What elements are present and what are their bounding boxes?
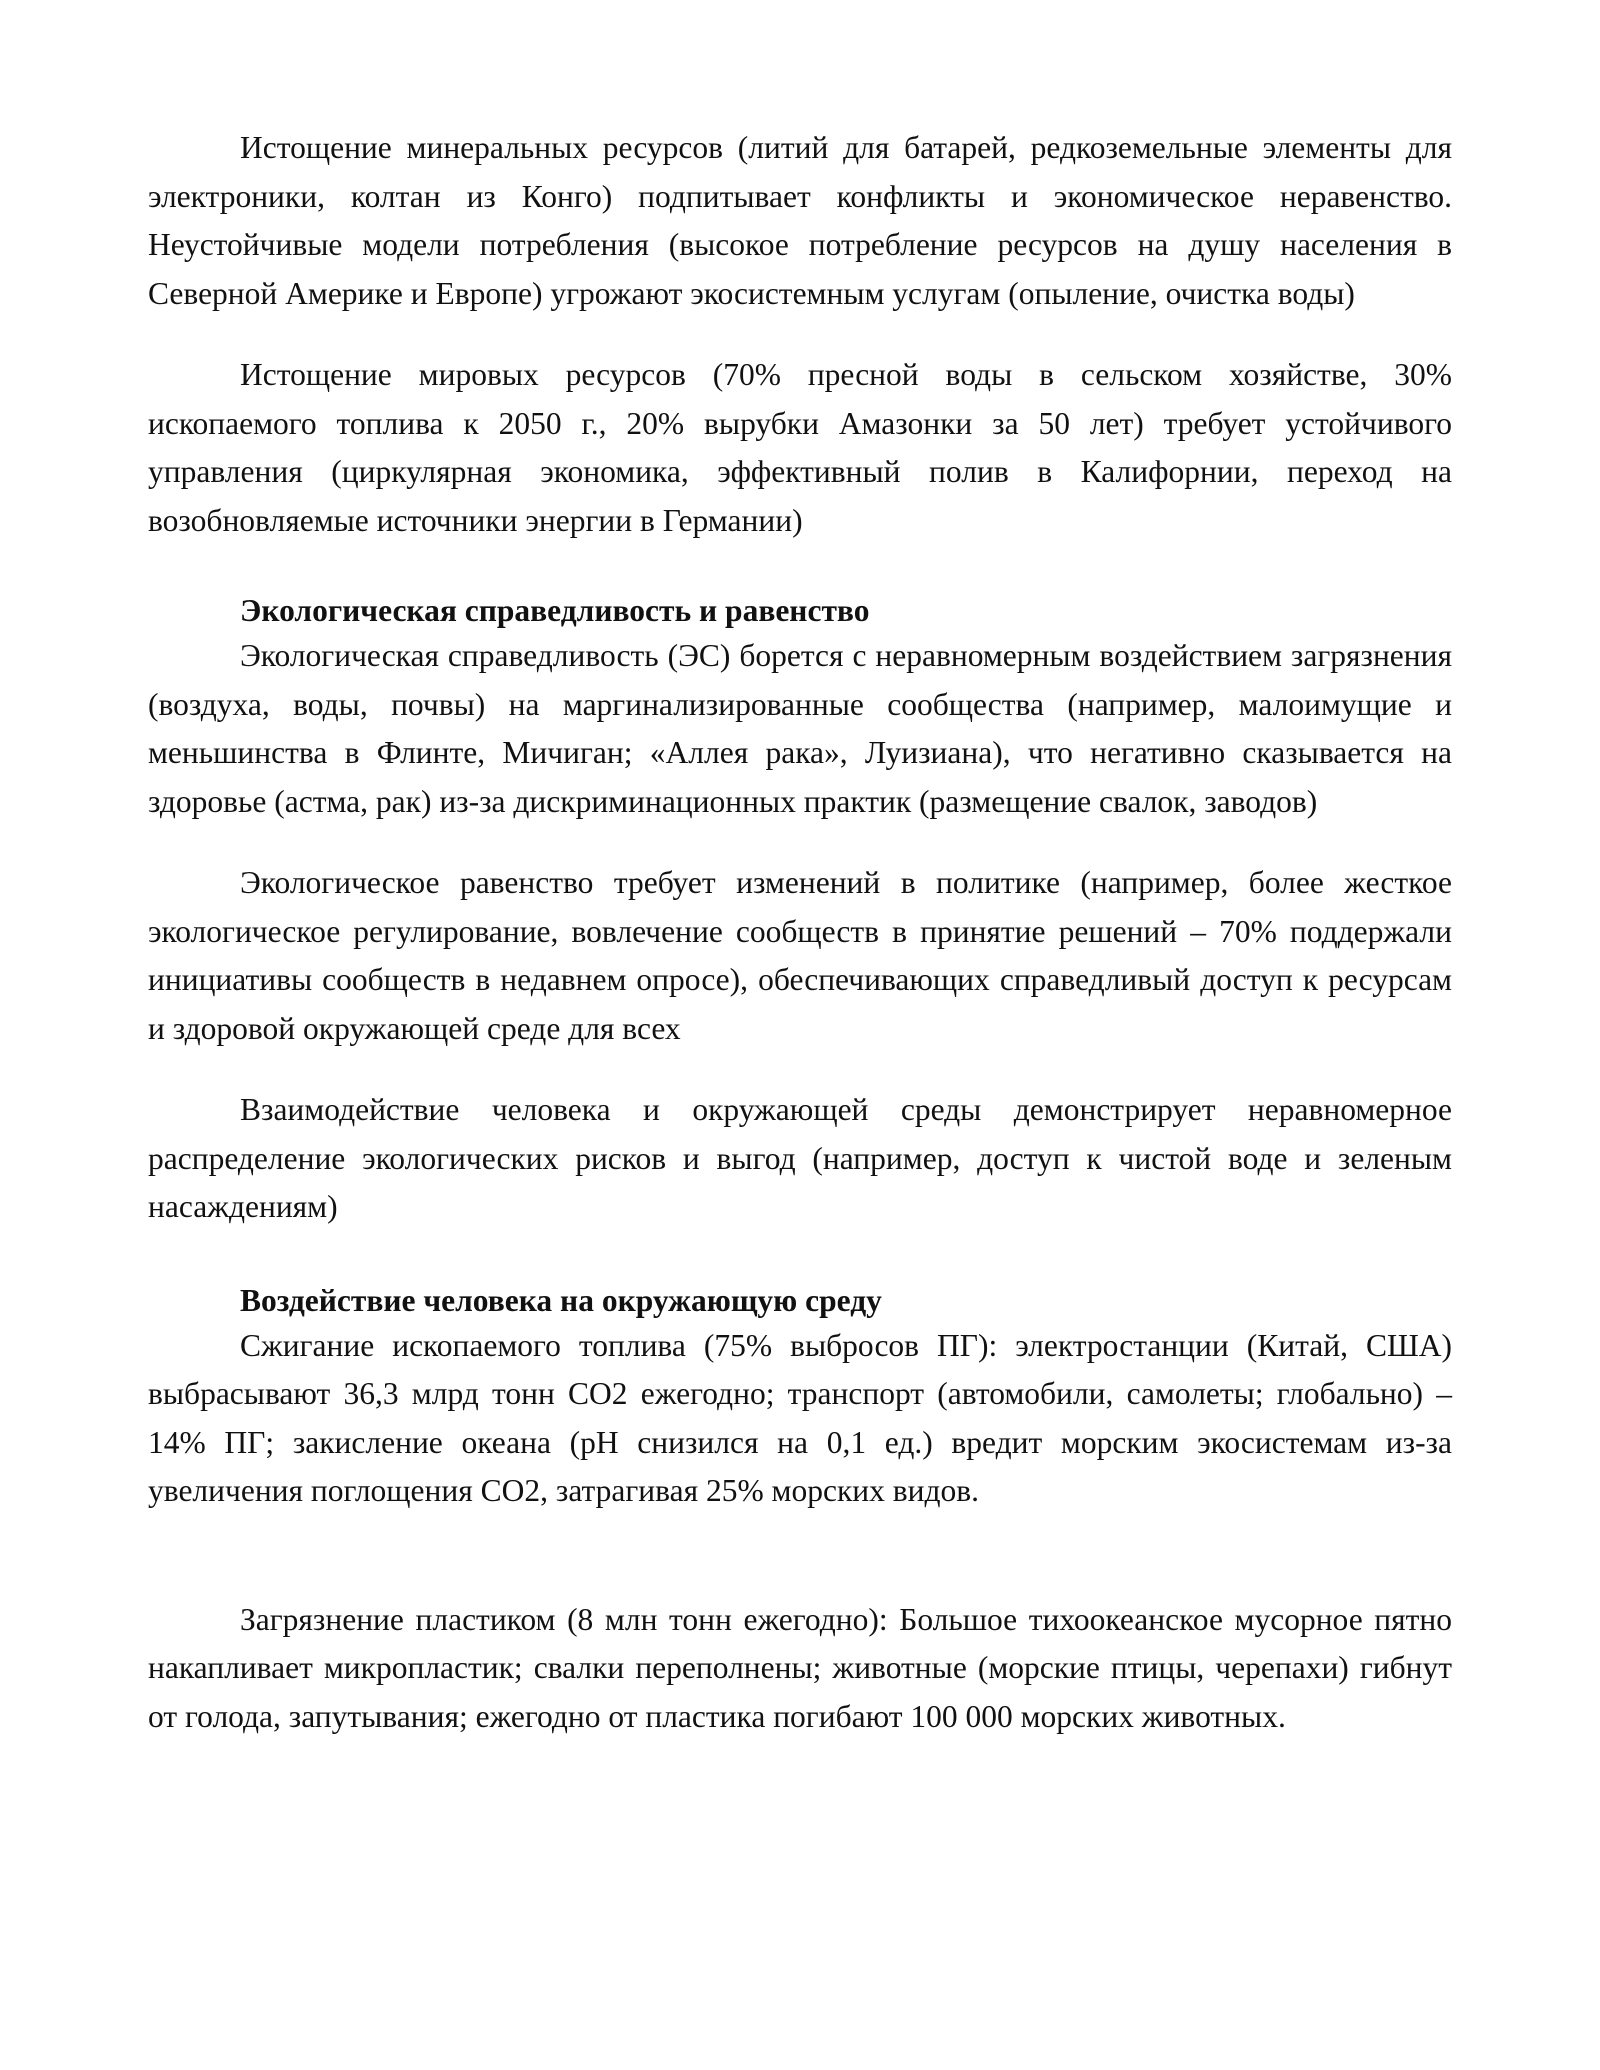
paragraph-human-environment-interaction: Взаимодействие человека и окружающей среды демонстрирует неравномерное распределение экологических рисков и выгод (например, доступ к чистой воде и зеленым насаждениям) [148,1092,1452,1224]
document-body [148,124,1452,1741]
paragraph-world-resources: Истощение мировых ресурсов (70% пресной воды в сельском хозяйстве, 30% ископаемого топлива к 2050 г., 20% вырубки Амазонки за 50 лет) требует устойчивого управления (циркулярная экономика, эффективный полив в Калифорнии, переход на возобновляемые источники энергии в Германии) [148,357,1452,538]
paragraph-environmental-justice: Экологическая справедливость (ЭС) борется с неравномерным воздействием загрязнения (воздуха, воды, почвы) на маргинализированные сообщества (например, малоимущие и меньшинства в Флинте, Мичиган; «Аллея рака», Луизиана), что негативно сказывается на здоровье (астма, рак) из-за дискриминационных практик (размещение свалок, заводов) [148,638,1452,819]
section-heading-environmental-justice: Экологическая справедливость и равенство [240,593,870,628]
paragraph-mineral-resources: Истощение минеральных ресурсов (литий для батарей, редкоземельные элементы для электроники, колтан из Конго) подпитывает конфликты и экономическое неравенство. Неустойчивые модели потребления (высокое потребление ресурсов на душу населения в Северной Америке и Европе) угрожают экосистемным услугам (опыление, очистка воды) [148,130,1452,311]
section-environmental-justice [148,590,1452,826]
paragraph-fossil-fuels: Сжигание ископаемого топлива (75% выбросов ПГ): электростанции (Китай, США) выбрасывают 36,3 млрд тонн CO2 ежегодно; транспорт (автомобили, самолеты; глобально) – 14% ПГ; закисление океана (pH снизился на 0,1 ед.) вредит морским экосистемам из-за увеличения поглощения CO2, затрагивая 25% морских видов. [148,1327,1452,1508]
paragraph-environmental-equity: Экологическое равенство требует изменений в политике (например, более жесткое экологическое регулирование, вовлечение сообществ в принятие решений – 70% поддержали инициативы сообществ в недавнем опросе), обеспечивающих справедливый доступ к ресурсам и здоровой окружающей среде для всех [148,865,1452,1046]
paragraph-plastic-pollution: Загрязнение пластиком (8 млн тонн ежегодно): Большое тихоокеанское мусорное пятно накапливает микропластик; свалки переполнены; животные (морские птицы, черепахи) гибнут от голода, запутывания; ежегодно от пластика погибают 100 000 морских животных. [148,1601,1452,1734]
section-heading-human-impact: Воздействие человека на окружающую среду [240,1282,882,1318]
section-human-impact [148,1280,1452,1516]
